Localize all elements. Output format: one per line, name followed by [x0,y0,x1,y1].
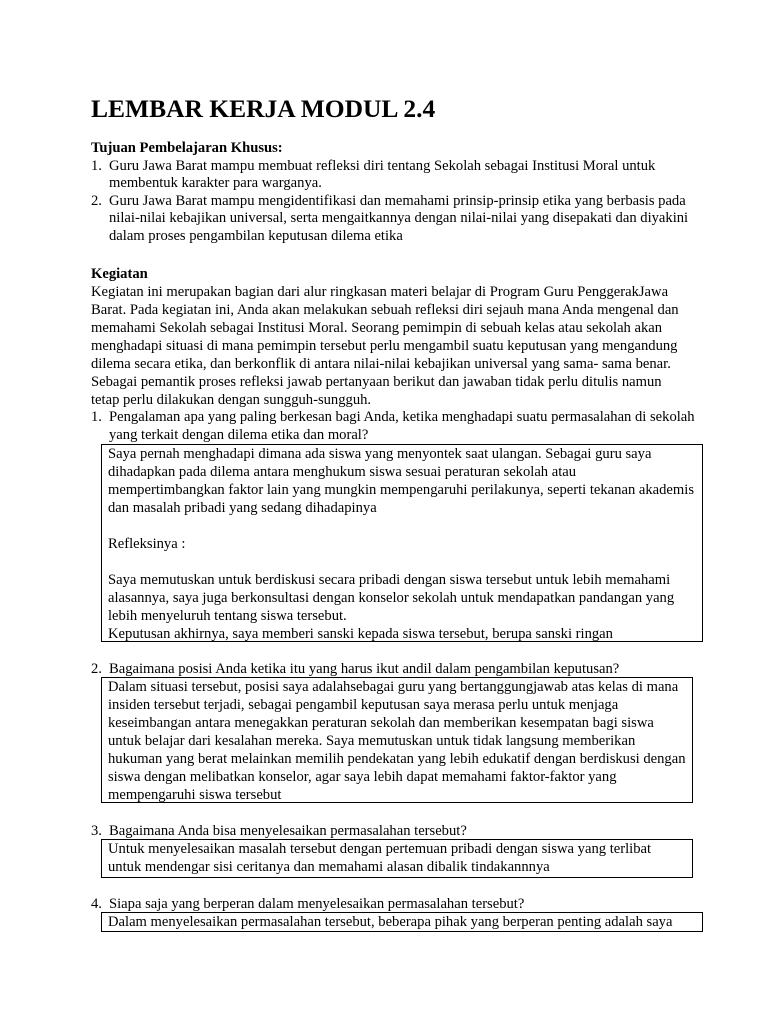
objective-number: 1. [91,157,102,174]
activity-paragraph: Kegiatan ini merupakan bagian dari alur ringkasan materi belajar di Program Guru PenggerakJawa Barat. Pada kegiatan ini, Anda akan melakukan sebuah refleksi diri sejauh mana Anda mengenal dan memahami Sekolah sebagai Institusi Moral. Seorang pemimpin di sebuah kelas atau sekolah akan menghadapi situasi di mana pemimpin tersebut perlu mengambil suatu keputusan yang mengandung dilema secara etika, dan berkonflik di antara nilai-nilai kebajikan universal yang sama- sama benar. Sebagai pemantik proses refleksi jawab pertanyaan berikut dan jawaban tidak perlu ditulis namun tetap perlu dilakukan dengan sungguh-sungguh. [91,284,679,408]
question-1 [91,408,703,444]
answer-paragraph: Keputusan akhirnya, saya memberi sanski kepada siswa tersebut, berupa sanski ringan [108,626,613,642]
question-text: Siapa saja yang berperan dalam menyelesaikan permasalahan tersebut? [109,896,525,912]
objective-text: Guru Jawa Barat mampu mengidentifikasi dan memahami prinsip-prinsip etika yang berbasis pada nilai-nilai kebajikan universal, serta mengaitkannya dengan nilai-nilai yang disepakati dan diyakini dalam proses pengambilan keputusan dilema etika [109,192,689,244]
objectives-heading: Tujuan Pembelajaran Khusus: [91,140,283,156]
question-number: 1. [91,409,102,425]
question-text: Bagaimana Anda bisa menyelesaikan permasalahan tersebut? [109,823,467,839]
question-text: Pengalaman apa yang paling berkesan bagi Anda, ketika menghadapi suatu permasalahan di sekolah yang terkait dengan dilema etika dan moral? [109,409,695,443]
objective-number: 2. [91,192,102,209]
question-3 [91,822,703,840]
objective-item [91,193,703,246]
page-title: LEMBAR KERJA MODUL 2.4 [91,94,436,123]
activity-heading: Kegiatan [91,266,148,282]
answer-paragraph: Refleksinya : [108,536,186,552]
answer-box-1[interactable] [101,444,703,642]
question-2 [91,660,703,678]
answer-paragraph: Dalam situasi tersebut, posisi saya adalahsebagai guru yang bertanggungjawab atas kelas di mana insiden tersebut terjadi, sebagai pengambil keputusan saya merasa perlu untuk menjaga keseimbangan antara menegakkan peraturan sekolah dan memberikan kesempatan bagi siswa untuk belajar dari kesalahan mereka. Saya memutuskan untuk tidak langsung memberikan hukuman yang berat melainkan memilih pendekatan yang lebih edukatif dengan berdiskusi dengan siswa dengan melibatkan konselor, agar saya lebih dapat memahami faktor-faktor yang mempengaruhi siswa tersebut [108,679,686,803]
question-number: 4. [91,896,102,912]
question-text: Bagaimana posisi Anda ketika itu yang harus ikut andil dalam pengambilan keputusan? [109,661,620,677]
question-number: 2. [91,661,102,677]
question-4 [91,895,703,913]
answer-paragraph: Untuk menyelesaikan masalah tersebut dengan pertemuan pribadi dengan siswa yang terlibat untuk mendengar sisi ceritanya dan memahami alasan dibalik tindakannnya [108,841,652,875]
objectives-section [91,140,703,246]
answer-box-4[interactable] [101,912,703,932]
answer-paragraph: Saya memutuskan untuk berdiskusi secara pribadi dengan siswa tersebut untuk lebih memahami alasannya, saya juga berkonsultasi dengan konselor sekolah untuk mendapatkan pandangan yang lebih menyeluruh tentang siswa tersebut. [108,572,675,624]
answer-box-3[interactable] [101,839,693,878]
answer-box-2[interactable] [101,677,693,803]
objective-item [91,158,703,193]
objective-text: Guru Jawa Barat mampu membuat refleksi diri tentang Sekolah sebagai Institusi Moral untuk membentuk karakter para warganya. [109,157,656,192]
answer-paragraph: Saya pernah menghadapi dimana ada siswa yang menyontek saat ulangan. Sebagai guru saya dihadapkan pada dilema antara menghukum siswa sesuai peraturan sekolah atau mempertimbangkan faktor lain yang mungkin mempengaruhi perilakunya, seperti tekanan akademis dan masalah pribadi yang sedang dihadapinya [108,446,694,516]
objectives-list [91,158,703,246]
question-number: 3. [91,823,102,839]
answer-paragraph: Dalam menyelesaikan permasalahan tersebut, beberapa pihak yang berperan penting adalah saya [108,914,673,930]
activity-section [91,265,691,409]
